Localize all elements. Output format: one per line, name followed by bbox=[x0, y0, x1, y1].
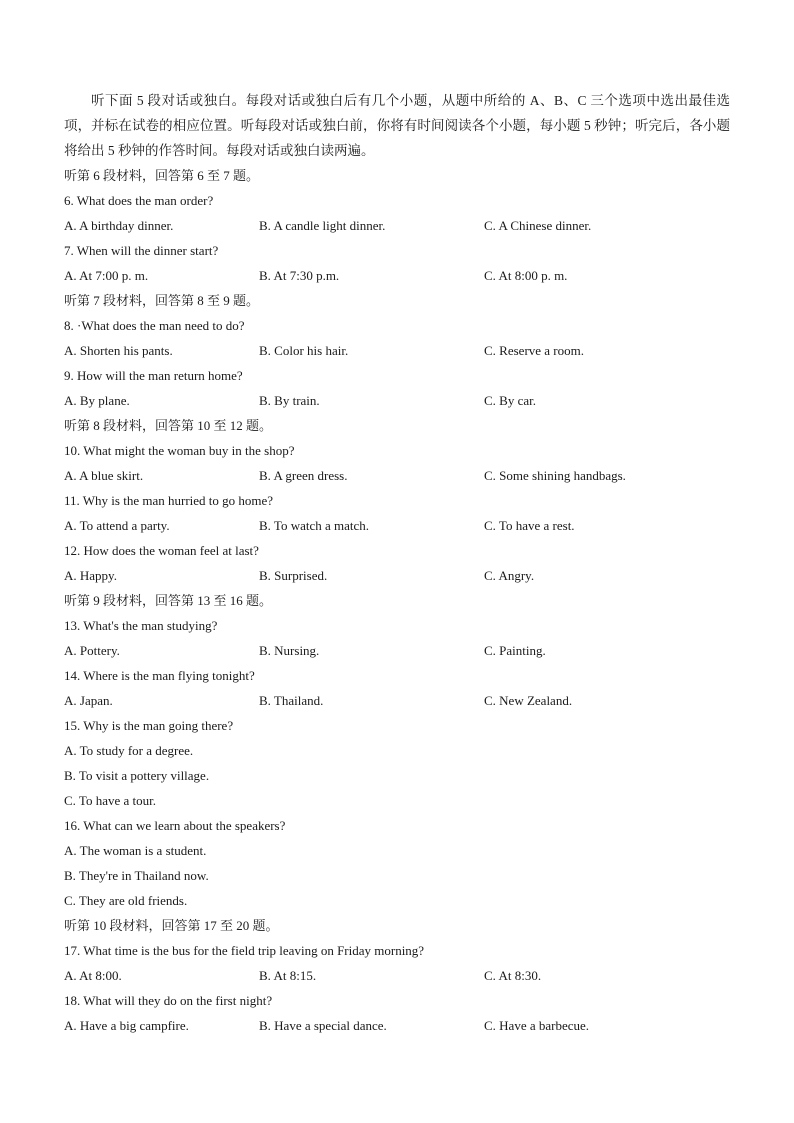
question-text: 13. What's the man studying? bbox=[64, 618, 218, 633]
option-c: C. To have a tour. bbox=[64, 793, 157, 808]
option-a: A. Pottery. bbox=[64, 643, 120, 658]
option-row bbox=[64, 963, 730, 988]
question-text: 17. What time is the bus for the field trip leaving on Friday morning? bbox=[64, 943, 425, 958]
question-text: 16. What can we learn about the speakers? bbox=[64, 818, 286, 833]
option-a: A. A birthday dinner. bbox=[64, 218, 174, 233]
option-c: C. Painting. bbox=[484, 643, 546, 658]
option-row bbox=[64, 513, 730, 538]
option-b: B. A candle light dinner. bbox=[259, 218, 386, 233]
option-row bbox=[64, 338, 730, 363]
option-a: A. A blue skirt. bbox=[64, 468, 144, 483]
option-a: A. Shorten his pants. bbox=[64, 343, 173, 358]
option-b: B. Have a special dance. bbox=[259, 1018, 387, 1033]
option-c: C. Some shining handbags. bbox=[484, 468, 626, 483]
option-row bbox=[64, 388, 730, 413]
option-c: C. To have a rest. bbox=[484, 518, 575, 533]
option-row bbox=[64, 688, 730, 713]
option-c: C. Reserve a room. bbox=[484, 343, 585, 358]
option-b: B. Color his hair. bbox=[259, 343, 349, 358]
option-b: B. A green dress. bbox=[259, 468, 348, 483]
option-row bbox=[64, 463, 730, 488]
option-row bbox=[64, 563, 730, 588]
option-a: A. Japan. bbox=[64, 693, 113, 708]
question-text: 11. Why is the man hurried to go home? bbox=[64, 493, 274, 508]
option-a: A. Happy. bbox=[64, 568, 117, 583]
option-b: B. They're in Thailand now. bbox=[64, 868, 209, 883]
option-b: B. At 8:15. bbox=[259, 968, 317, 983]
option-b: B. At 7:30 p.m. bbox=[259, 268, 340, 283]
question-text: 18. What will they do on the first night? bbox=[64, 993, 273, 1008]
section-heading: 听第 7 段材料，回答第 8 至 9 题。 bbox=[64, 293, 260, 308]
option-b: B. Thailand. bbox=[259, 693, 324, 708]
option-b: B. To visit a pottery village. bbox=[64, 768, 210, 783]
option-c: C. New Zealand. bbox=[484, 693, 573, 708]
question-text: 12. How does the woman feel at last? bbox=[64, 543, 259, 558]
question-text: 7. When will the dinner start? bbox=[64, 243, 219, 258]
option-a: A. By plane. bbox=[64, 393, 130, 408]
option-a: A. At 7:00 p. m. bbox=[64, 268, 149, 283]
option-c: C. They are old friends. bbox=[64, 893, 188, 908]
option-a: A. Have a big campfire. bbox=[64, 1018, 189, 1033]
option-b: B. Surprised. bbox=[259, 568, 328, 583]
document-page bbox=[64, 88, 730, 1038]
option-c: C. Angry. bbox=[484, 568, 535, 583]
option-c: C. Have a barbecue. bbox=[484, 1018, 590, 1033]
option-c: C. By car. bbox=[484, 393, 536, 408]
option-b: B. To watch a match. bbox=[259, 518, 370, 533]
question-text: 10. What might the woman buy in the shop? bbox=[64, 443, 295, 458]
question-text: 6. What does the man order? bbox=[64, 193, 214, 208]
option-b: B. By train. bbox=[259, 393, 320, 408]
option-row bbox=[64, 213, 730, 238]
option-row bbox=[64, 638, 730, 663]
option-c: C. At 8:30. bbox=[484, 968, 542, 983]
option-a: A. To study for a degree. bbox=[64, 743, 194, 758]
section-heading: 听第 9 段材料，回答第 13 至 16 题。 bbox=[64, 593, 273, 608]
option-a: A. At 8:00. bbox=[64, 968, 122, 983]
option-a: A. To attend a party. bbox=[64, 518, 170, 533]
option-b: B. Nursing. bbox=[259, 643, 320, 658]
instructions-paragraph: 听下面 5 段对话或独白。每段对话或独白后有几个小题，从题中所给的 A、B、C 三个选项中选出最佳选项，并标在试卷的相应位置。听每段对话或独白前，你将有时间阅读各个小题，每小题 5 秒钟；听完后，各小题将给出 5 秒钟的作答时间。每段对话或独白读两遍。 bbox=[64, 93, 730, 158]
question-text: 14. Where is the man flying tonight? bbox=[64, 668, 255, 683]
question-text: 15. Why is the man going there? bbox=[64, 718, 234, 733]
option-a: A. The woman is a student. bbox=[64, 843, 207, 858]
option-c: C. A Chinese dinner. bbox=[484, 218, 592, 233]
section-heading: 听第 10 段材料，回答第 17 至 20 题。 bbox=[64, 918, 279, 933]
section-heading: 听第 6 段材料，回答第 6 至 7 题。 bbox=[64, 168, 260, 183]
option-row bbox=[64, 263, 730, 288]
option-c: C. At 8:00 p. m. bbox=[484, 268, 568, 283]
section-heading: 听第 8 段材料，回答第 10 至 12 题。 bbox=[64, 418, 273, 433]
question-text: 9. How will the man return home? bbox=[64, 368, 243, 383]
option-row bbox=[64, 1013, 730, 1038]
question-text: 8. ·What does the man need to do? bbox=[64, 318, 245, 333]
